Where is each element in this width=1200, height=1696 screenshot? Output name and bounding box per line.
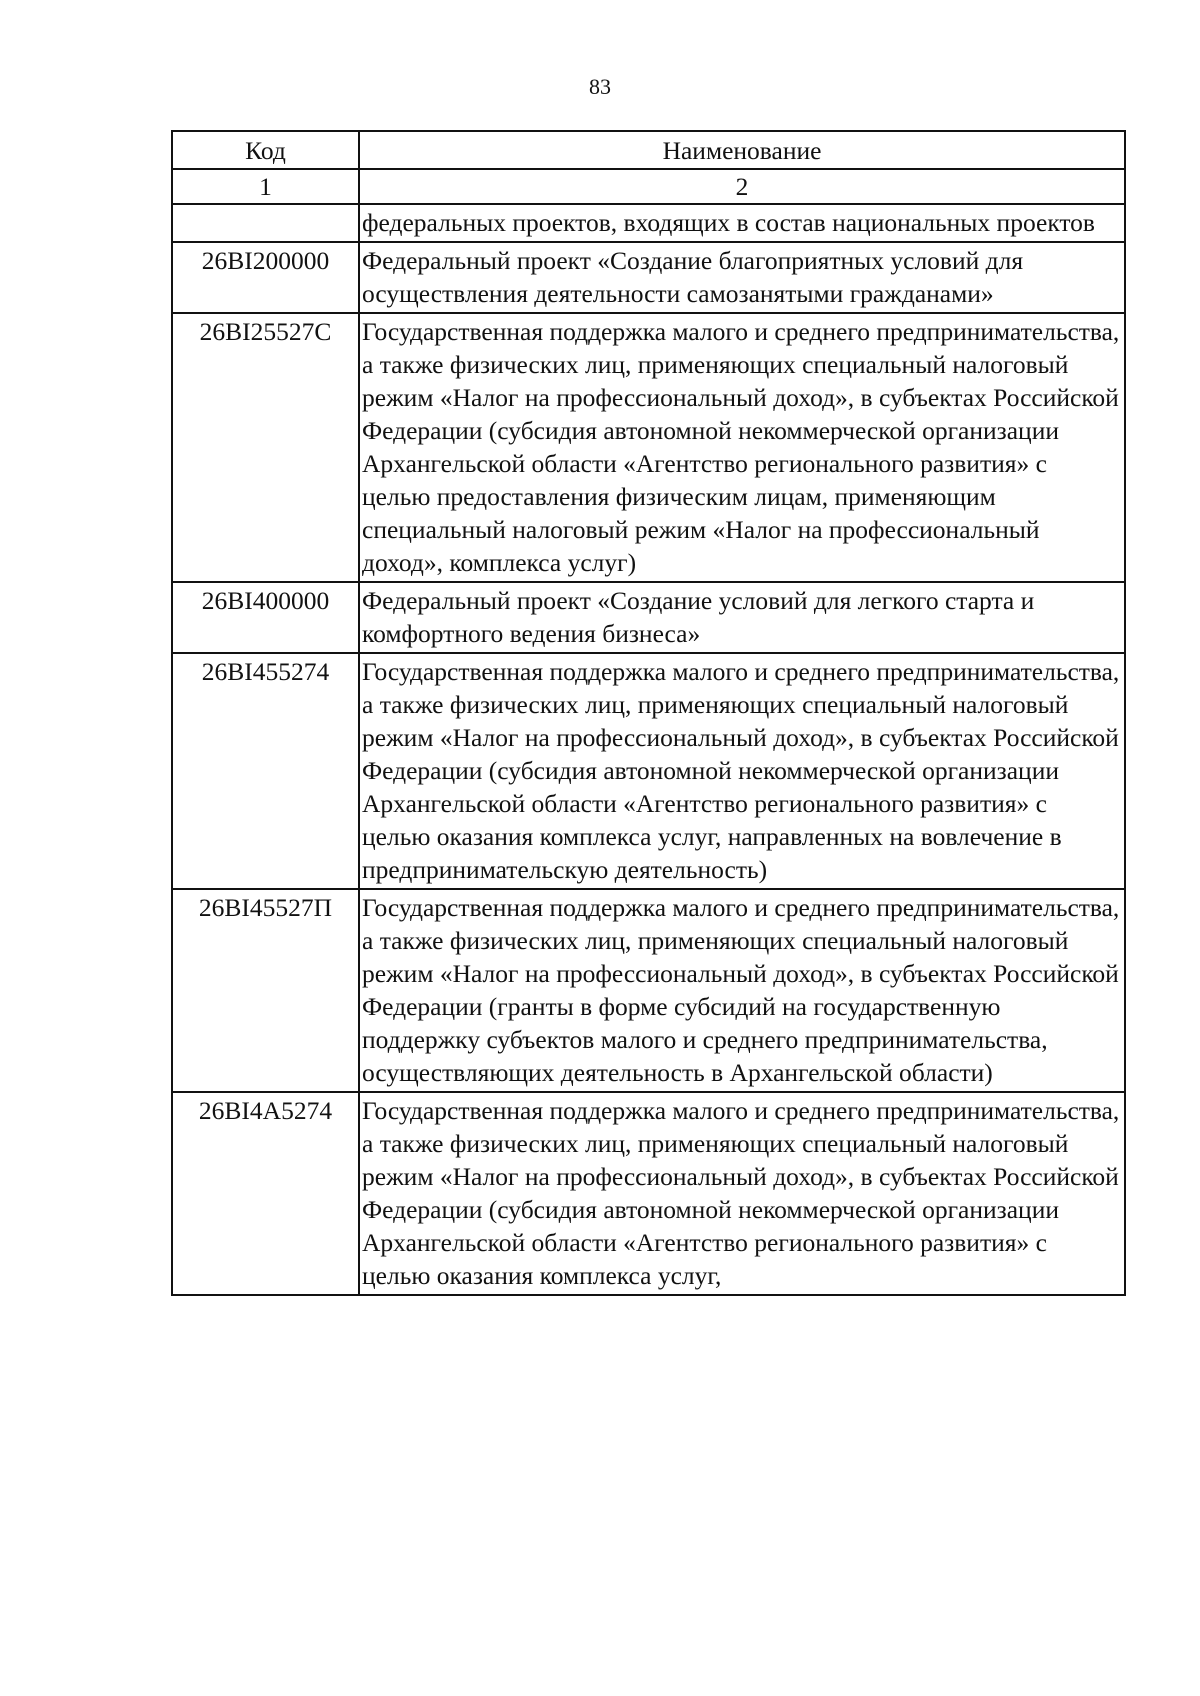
- row-code: 26BI25527C: [172, 313, 359, 582]
- page-number: 83: [589, 74, 611, 99]
- header-name: Наименование: [359, 131, 1125, 169]
- row-code: [172, 204, 359, 242]
- row-name: Государственная поддержка малого и среднего предпринимательства, а также физических лиц, применяющих специальный налоговый режим «Налог на профессиональный доход», в субъектах Российской Федерации (гранты в форме субсидий на государственную поддержку субъектов малого и среднего предпринимательства, осуществляющих деятельность в Архангельской области): [359, 889, 1125, 1092]
- row-code: 26BI200000: [172, 242, 359, 313]
- row-code: 26BI4A5274: [172, 1092, 359, 1295]
- row-name: Государственная поддержка малого и среднего предпринимательства, а также физических лиц, применяющих специальный налоговый режим «Налог на профессиональный доход», в субъектах Российской Федерации (субсидия автономной некоммерческой организации Архангельской области «Агентство регионального развития» с целью оказания комплекса услуг,: [359, 1092, 1125, 1295]
- table-row: [172, 653, 1125, 889]
- row-code: 26BI455274: [172, 653, 359, 889]
- table-row: [172, 582, 1125, 653]
- table-header-row: [172, 131, 1125, 169]
- row-name: Государственная поддержка малого и среднего предпринимательства, а также физических лиц, применяющих специальный налоговый режим «Налог на профессиональный доход», в субъектах Российской Федерации (субсидия автономной некоммерческой организации Архангельской области «Агентство регионального развития» с целью предоставления физическим лицам, применяющим специальный налоговый режим «Налог на профессиональный доход», комплекса услуг): [359, 313, 1125, 582]
- row-code: 26BI400000: [172, 582, 359, 653]
- table-row: [172, 242, 1125, 313]
- row-name: федеральных проектов, входящих в состав национальных проектов: [359, 204, 1125, 242]
- column-number-row: [172, 169, 1125, 204]
- row-name: Федеральный проект «Создание условий для легкого старта и комфортного ведения бизнеса»: [359, 582, 1125, 653]
- table-row: [172, 889, 1125, 1092]
- column-number-name: 2: [359, 169, 1125, 204]
- table-row: [172, 313, 1125, 582]
- row-name: Федеральный проект «Создание благоприятных условий для осуществления деятельности самозанятыми гражданами»: [359, 242, 1125, 313]
- table-row: [172, 204, 1125, 242]
- row-name: Государственная поддержка малого и среднего предпринимательства, а также физических лиц, применяющих специальный налоговый режим «Налог на профессиональный доход», в субъектах Российской Федерации (субсидия автономной некоммерческой организации Архангельской области «Агентство регионального развития» с целью оказания комплекса услуг, направленных на вовлечение в предпринимательскую деятельность): [359, 653, 1125, 889]
- classification-table: [171, 130, 1126, 1296]
- header-code: Код: [172, 131, 359, 169]
- row-code: 26BI45527П: [172, 889, 359, 1092]
- column-number-code: 1: [172, 169, 359, 204]
- table-row: [172, 1092, 1125, 1295]
